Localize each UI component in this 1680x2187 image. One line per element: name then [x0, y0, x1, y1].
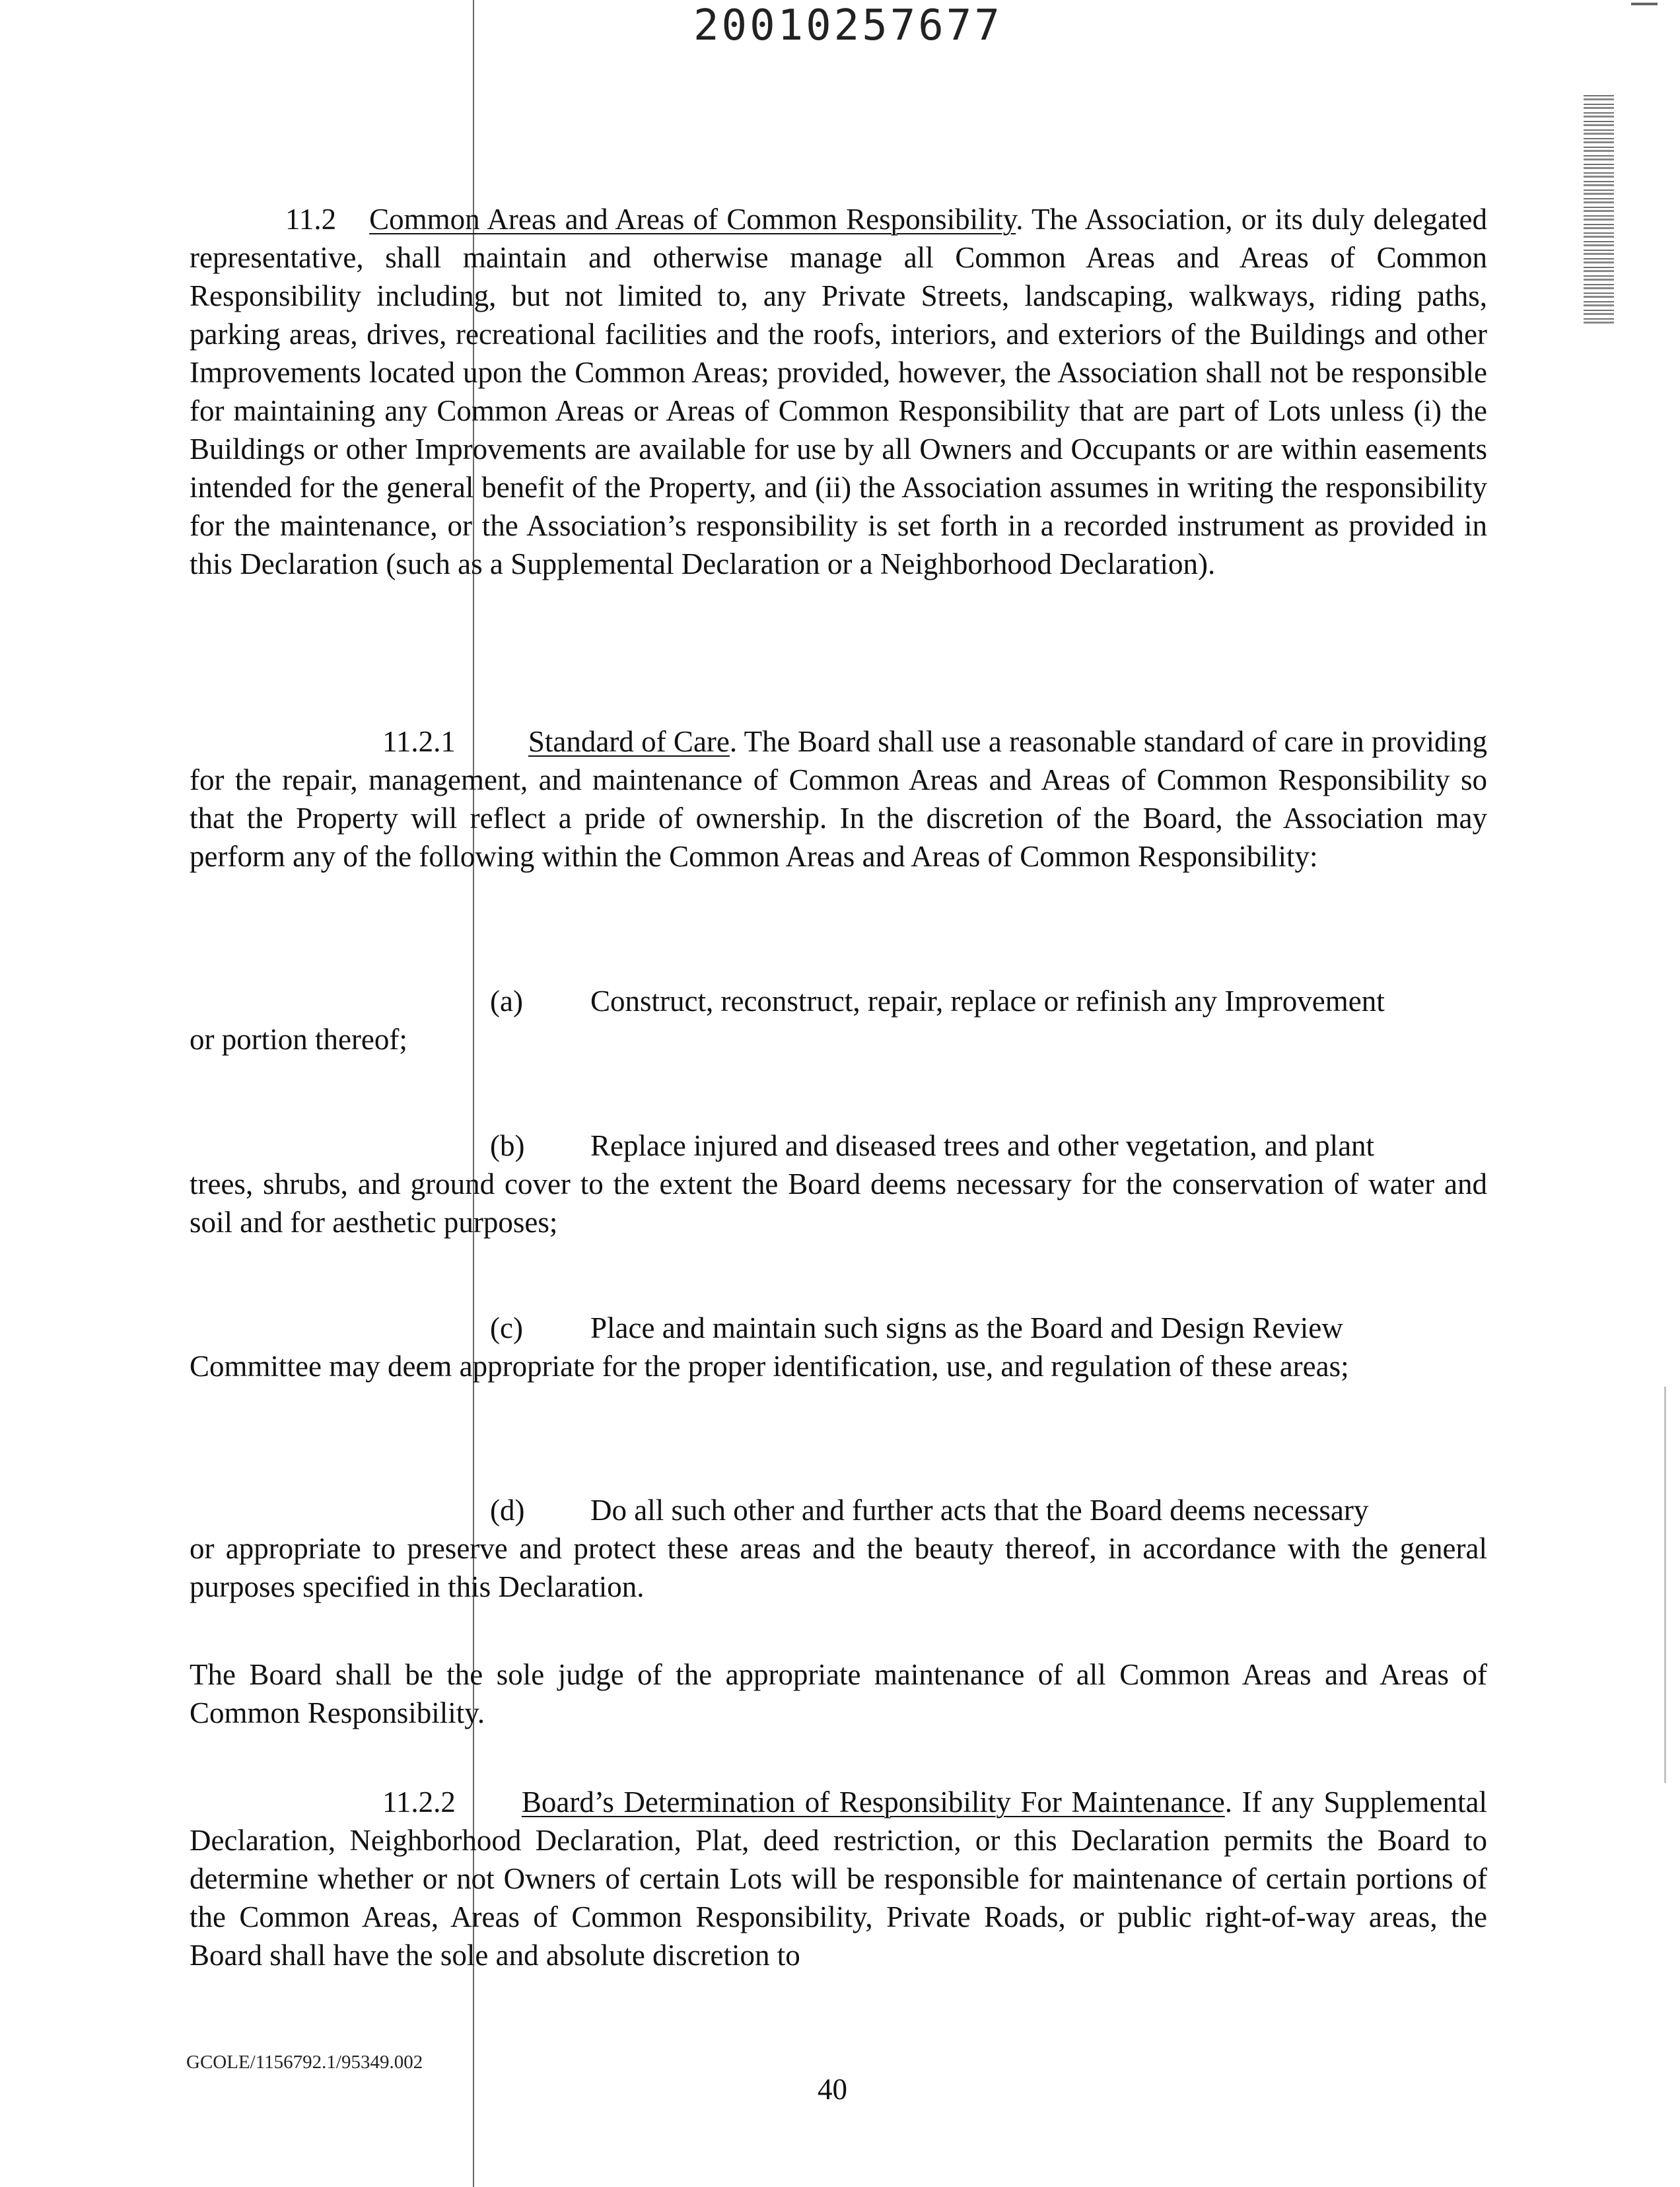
- page-number: 40: [818, 2073, 847, 2106]
- section-11-2-1-heading: Standard of Care: [528, 725, 730, 758]
- record-number: 20010257677: [693, 1, 1002, 50]
- item-c-first-line: Place and maintain such signs as the Board and Design Review: [590, 1311, 1343, 1344]
- side-barcode-mark: [1584, 92, 1614, 324]
- section-11-2-2-text: . If any Supplemental Declaration, Neighborhood Declaration, Plat, deed restriction, or this Declaration permits the Board to determine whether or not Owners of certain Lots will be responsible for maintenance of certain portions of the Common Areas, Areas of Common Responsibility, Private Roads, or public right-of-way areas, the Board shall have the sole and absolute discretion to: [190, 1786, 1488, 1972]
- section-11-2-text: . The Association, or its duly delegated representative, shall maintain and otherwise manage all Common Areas and Areas of Common Responsibility including, but not limited to, any Private Streets, landscaping, walkways, riding paths, parking areas, drives, recreational facilities and the roofs, interiors, and exteriors of the Buildings and other Improvements located upon the Common Areas; provided, however, the Association shall not be responsible for maintaining any Common Areas or Areas of Common Responsibility that are part of Lots unless (i) the Buildings or other Improvements are available for use by all Owners and Occupants or are within easements intended for the general benefit of the Property, and (ii) the Association assumes in writing the responsibility for the maintenance, or the Association’s responsibility is set forth in a recorded instrument as provided in this Declaration (such as a Supplemental Declaration or a Neighborhood Declaration).: [190, 203, 1487, 580]
- section-11-2-number: 11.2: [285, 203, 337, 236]
- item-b-rest: trees, shrubs, and ground cover to the extent the Board deems necessary for the conservation of water and soil and for aesthetic purposes;: [190, 1167, 1487, 1239]
- item-b-label: (b): [490, 1129, 525, 1162]
- item-b-first-line: Replace injured and diseased trees and other vegetation, and plant: [590, 1129, 1375, 1162]
- section-11-2-1-text: . The Board shall use a reasonable standard of care in providing for the repair, management, and maintenance of Common Areas and Areas of Common Responsibility so that the Property will reflect a pride of ownership. In the discretion of the Board, the Association may perform any of the following within the Common Areas and Areas of Common Responsibility:: [190, 725, 1487, 873]
- section-11-2-1: [190, 722, 1487, 876]
- footer-doc-code: GCOLE/1156792.1/95349.002: [186, 2052, 423, 2073]
- section-11-2: [190, 200, 1487, 583]
- section-11-2-2-number: 11.2.2: [382, 1786, 456, 1819]
- item-a-label: (a): [490, 985, 523, 1018]
- item-c-rest: Committee may deem appropriate for the proper identification, use, and regulation of these areas;: [190, 1350, 1349, 1383]
- item-a-rest: or portion thereof;: [190, 1023, 407, 1056]
- item-a-first-line: Construct, reconstruct, repair, replace or refinish any Improvement: [590, 985, 1385, 1018]
- item-d-label: (d): [490, 1494, 525, 1527]
- section-11-2-2-heading: Board’s Determination of Responsibility For Maintenance: [521, 1786, 1225, 1819]
- section-11-2-heading: Common Areas and Areas of Common Responsibility: [369, 203, 1016, 236]
- scan-edge-mark: [1664, 1387, 1666, 1783]
- section-11-2-2: [190, 1783, 1487, 1974]
- item-d-first-line: Do all such other and further acts that the Board deems necessary: [590, 1494, 1369, 1527]
- scan-speck: [1631, 3, 1658, 5]
- item-c-label: (c): [490, 1311, 523, 1344]
- section-11-2-1-number: 11.2.1: [382, 725, 456, 758]
- board-judge-paragraph: The Board shall be the sole judge of the appropriate maintenance of all Common Areas and Areas of Common Responsibility.: [190, 1658, 1487, 1729]
- item-d-rest: or appropriate to preserve and protect these areas and the beauty thereof, in accordance with the general purposes specified in this Declaration.: [190, 1532, 1487, 1603]
